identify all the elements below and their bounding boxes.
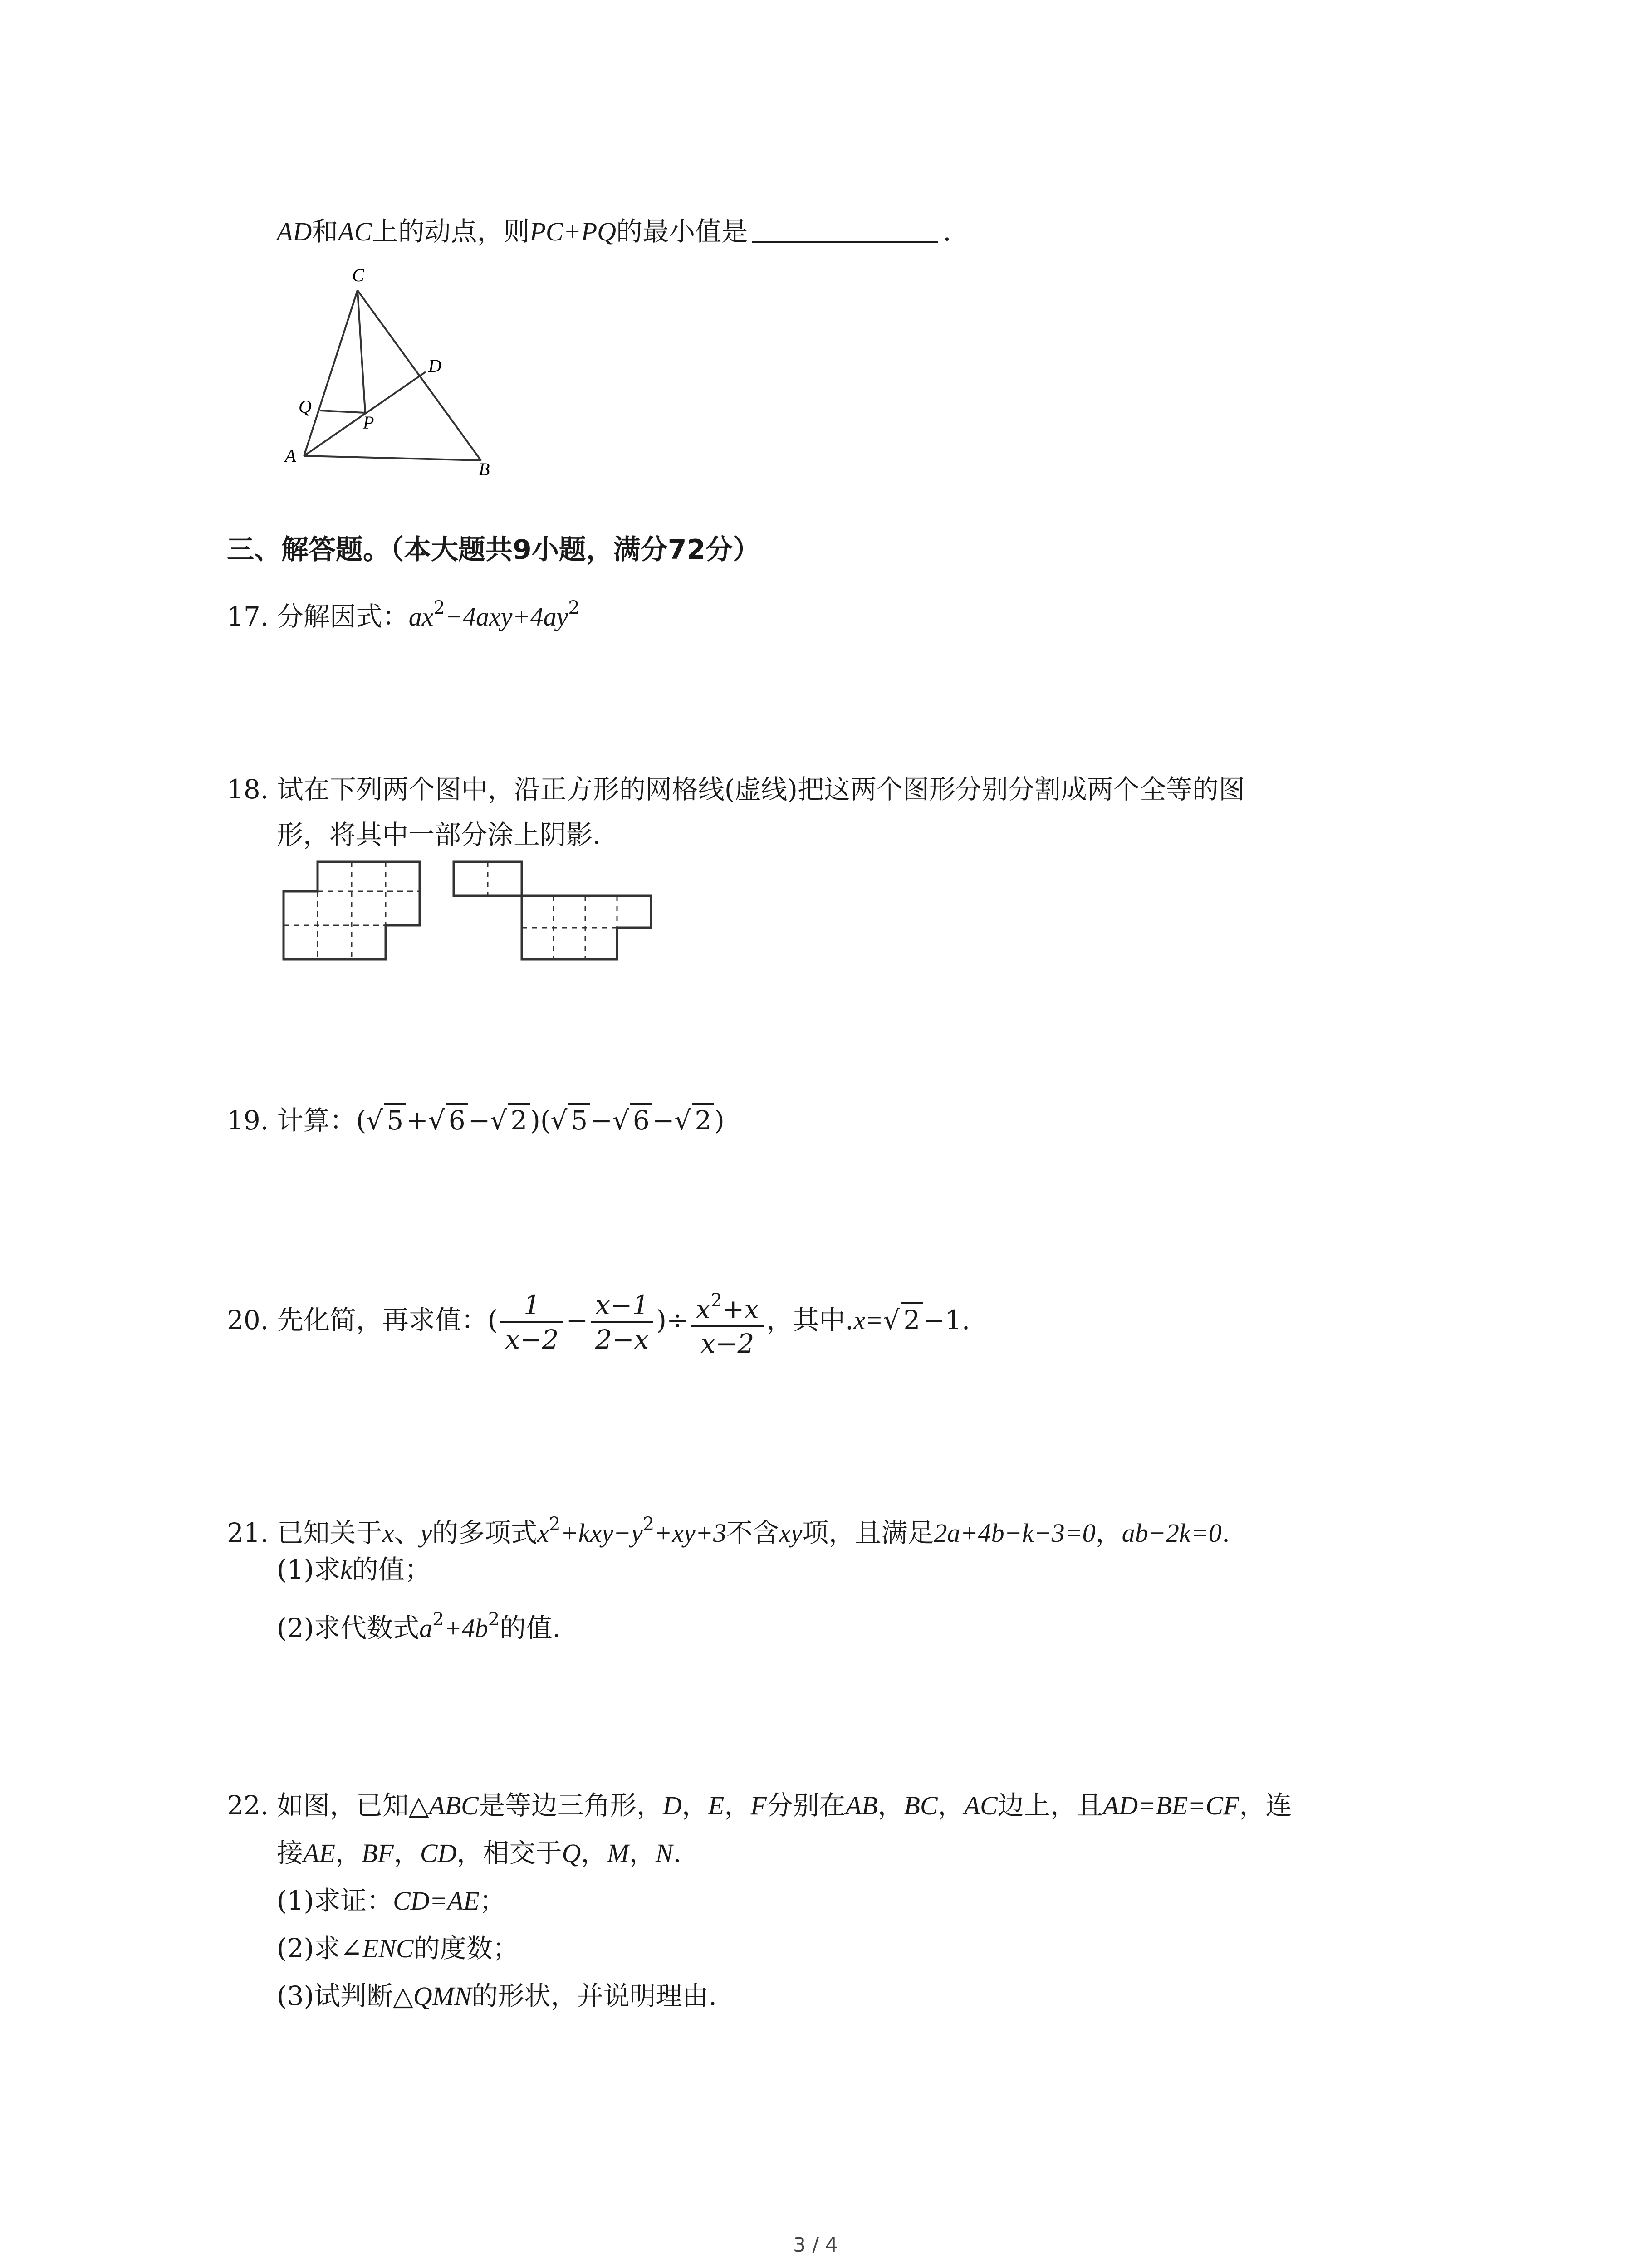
question-21-part2: (2)求代数式$a^2+4b^2$的值. [277,1609,561,1643]
question-18-line2: 形，将其中一部分涂上阴影. [277,819,601,850]
fraction-1: $\frac{1}{x-2}$ [500,1289,563,1356]
fraction-3: $\frac{x^2+x}{x-2}$ [691,1284,764,1360]
question-21-line1: 21. 已知关于x、y的多项式$x^2+kxy-y^2+xy+3$不含xy项，且满足2a+4b−k−3=0，ab−2k=0. [227,1514,1230,1548]
question-18-line1: 18. 试在下列两个图中，沿正方形的网格线(虚线)把这两个图形分别分割成两个全等的图 [227,774,1245,805]
label-a: A [285,445,296,466]
label-p: P [363,412,374,433]
label-c: C [352,265,364,285]
page-number: 3 / 4 [793,2234,838,2257]
grid-figure-right [454,862,651,959]
question-22-part1: (1)求证：CD=AE； [277,1885,506,1916]
question-17: 17. 分解因式：$ax^2-4axy+4ay^2$ [227,597,580,632]
grid-figure-left [284,862,420,959]
question-20: 20. 先化简，再求值：( $\frac{1}{x-2}$ − $\frac{x-1}{2-x}$ )÷ $\frac{x^2+x}{x-2}$ ，其中.x=√ 2 −1. [227,1284,970,1360]
question-19: 19. 计算：(√ 5 +√ 6 −√ 2 )(√ 5 −√ 6 −√ 2 ) [227,1102,725,1139]
section-heading: 三、解答题。（本大题共9小题，满分72分） [227,534,760,566]
fraction-2: $\frac{x-1}{2-x}$ [591,1289,653,1356]
label-d: D [428,356,441,376]
q16-tail: AD和AC上的动点，则PC+PQ的最小值是 . [277,213,951,250]
question-22-part3: (3)试判断△QMN的形状，并说明理由. [277,1980,717,2011]
triangle-diagram [272,259,526,494]
label-b: B [479,459,490,479]
question-21-part1: (1)求k的值； [277,1554,431,1585]
grid-figures [281,860,671,978]
answer-blank[interactable] [752,214,938,243]
label-q: Q [299,396,312,417]
question-22-line2: 接AE，BF，CD，相交于Q，M，N. [277,1838,681,1868]
question-22-part2: (2)求∠ENC的度数； [277,1933,519,1964]
question-22-line1: 22. 如图，已知△ABC是等边三角形，D，E，F分别在AB，BC，AC边上，且AD=BE=CF，连 [227,1790,1292,1821]
